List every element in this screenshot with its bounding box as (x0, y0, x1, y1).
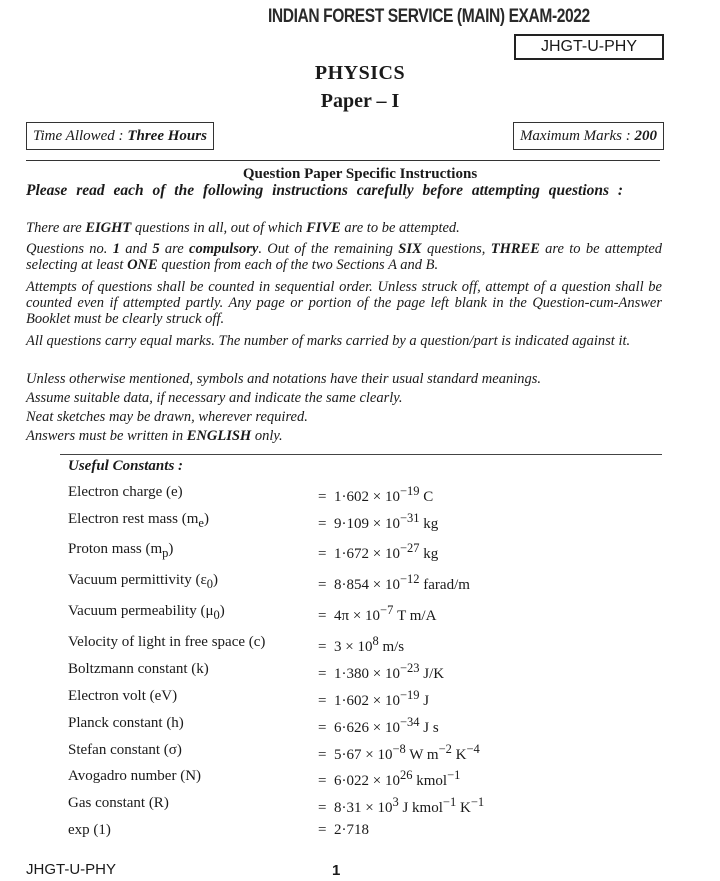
instructions-heading: Question Paper Specific Instructions (242, 166, 478, 182)
constant-name: Gas constant (R) (68, 795, 169, 811)
time-value: Three Hours (127, 128, 207, 144)
constant-value: = $1\cdot 672 \times 10^{-27}$ kg (318, 541, 439, 562)
constant-value: = $1\cdot 602 \times 10^{-19}$ C (318, 484, 434, 505)
constant-name: Vacuum permeability $(\mu_0)$ (68, 603, 225, 622)
constant-value: = $8\cdot 854 \times 10^{-12}$ farad/m (318, 572, 470, 593)
instruction-2: Questions no. 1 and 5 are compulsory. Out of the remaining SIX questions, THREE are to be attempted selecting at least ONE question from each of the two Sections A and B. (26, 241, 663, 273)
constant-row (68, 661, 668, 685)
constant-name: Stefan constant (σ) (68, 742, 182, 758)
constant-name: Velocity of light in free space (c) (68, 634, 266, 650)
instruction-3: Attempts of questions shall be counted in sequential order. Unless struck off, attempt of a question shall be counted even if attempted partly. Any page or portion of the page left blank in the Question-cum-Answer Booklet must be clearly struck off. (26, 279, 662, 327)
constant-row (68, 511, 668, 535)
constant-row (68, 572, 668, 596)
instructions-lead: Please read each of the following instructions carefully before attempting questions : (26, 182, 624, 199)
exam-stamp: INDIAN FOREST SERVICE (MAIN) EXAM-2022 (268, 6, 590, 27)
divider-constants (60, 454, 662, 455)
time-label: Time Allowed : (33, 128, 128, 144)
constant-value: = $6\cdot 626 \times 10^{-34}$ J s (318, 715, 439, 736)
constant-value: = $5\cdot 67 \times 10^{-8}$ W $m^{-2}$ $K^{-4}$ (318, 742, 480, 763)
constant-row (68, 603, 668, 627)
footer-paper-code: JHGT-U-PHY (26, 861, 116, 878)
constant-name: Proton mass $(m_p)$ (68, 541, 174, 560)
time-allowed-box (26, 122, 214, 150)
constant-name: Electron charge (e) (68, 484, 183, 500)
constant-name: Boltzmann constant (k) (68, 661, 209, 677)
instruction-4: All questions carry equal marks. The number of marks carried by a question/part is indicated against it. (26, 333, 631, 349)
constant-row (68, 484, 668, 508)
marks-label: Maximum Marks : (519, 128, 635, 144)
constant-row (68, 688, 668, 712)
marks-value: 200 (634, 128, 657, 144)
subject-title: PHYSICS (314, 62, 406, 84)
constant-row (68, 742, 668, 766)
constant-value: = $6\cdot 022 \times 10^{26}$ kmol$^{-1}$ (318, 768, 461, 789)
paper-title: Paper – I (320, 90, 400, 112)
constant-name: Avogadro number (N) (68, 768, 202, 784)
instruction-7: Neat sketches may be drawn, wherever required. (26, 409, 308, 425)
instruction-8: Answers must be written in ENGLISH only. (26, 428, 283, 444)
constant-value: = $4\pi \times 10^{-7}$ T m/A (318, 603, 437, 624)
constant-value: = $1\cdot 380 \times 10^{-23}$ J/K (318, 661, 445, 682)
instruction-6: Assume suitable data, if necessary and indicate the same clearly. (26, 390, 403, 406)
constant-value: = $9\cdot 109 \times 10^{-31}$ kg (318, 511, 439, 532)
constant-value: = 2·718 (318, 822, 369, 838)
constant-name: Planck constant (h) (68, 715, 184, 731)
divider-top (26, 160, 660, 161)
constant-row (68, 822, 668, 846)
constant-name: Vacuum permittivity $(\varepsilon_0)$ (68, 572, 219, 591)
paper-code-box: JHGT-U-PHY (514, 34, 664, 60)
instruction-1: There are EIGHT questions in all, out of which FIVE are to be attempted. (26, 220, 460, 236)
constant-name: Electron volt (eV) (68, 688, 178, 704)
constant-row (68, 541, 668, 565)
page-number: 1 (332, 862, 341, 879)
constant-row (68, 715, 668, 739)
constant-name: Electron rest mass $(m_e)$ (68, 511, 209, 530)
instruction-5: Unless otherwise mentioned, symbols and notations have their usual standard meanings. (26, 371, 541, 387)
constant-row (68, 768, 668, 792)
constant-row (68, 795, 668, 819)
constant-name: exp (1) (68, 822, 111, 838)
maximum-marks-box (513, 122, 664, 150)
constant-value: = $3 \times 10^8$ m/s (318, 634, 405, 655)
constant-row (68, 634, 668, 658)
constant-value: = $8\cdot 31 \times 10^3$ J kmol$^{-1}$ $K^{-1}$ (318, 795, 485, 816)
constant-value: = $1\cdot 602 \times 10^{-19}$ J (318, 688, 430, 709)
useful-constants-title: Useful Constants : (68, 458, 184, 474)
